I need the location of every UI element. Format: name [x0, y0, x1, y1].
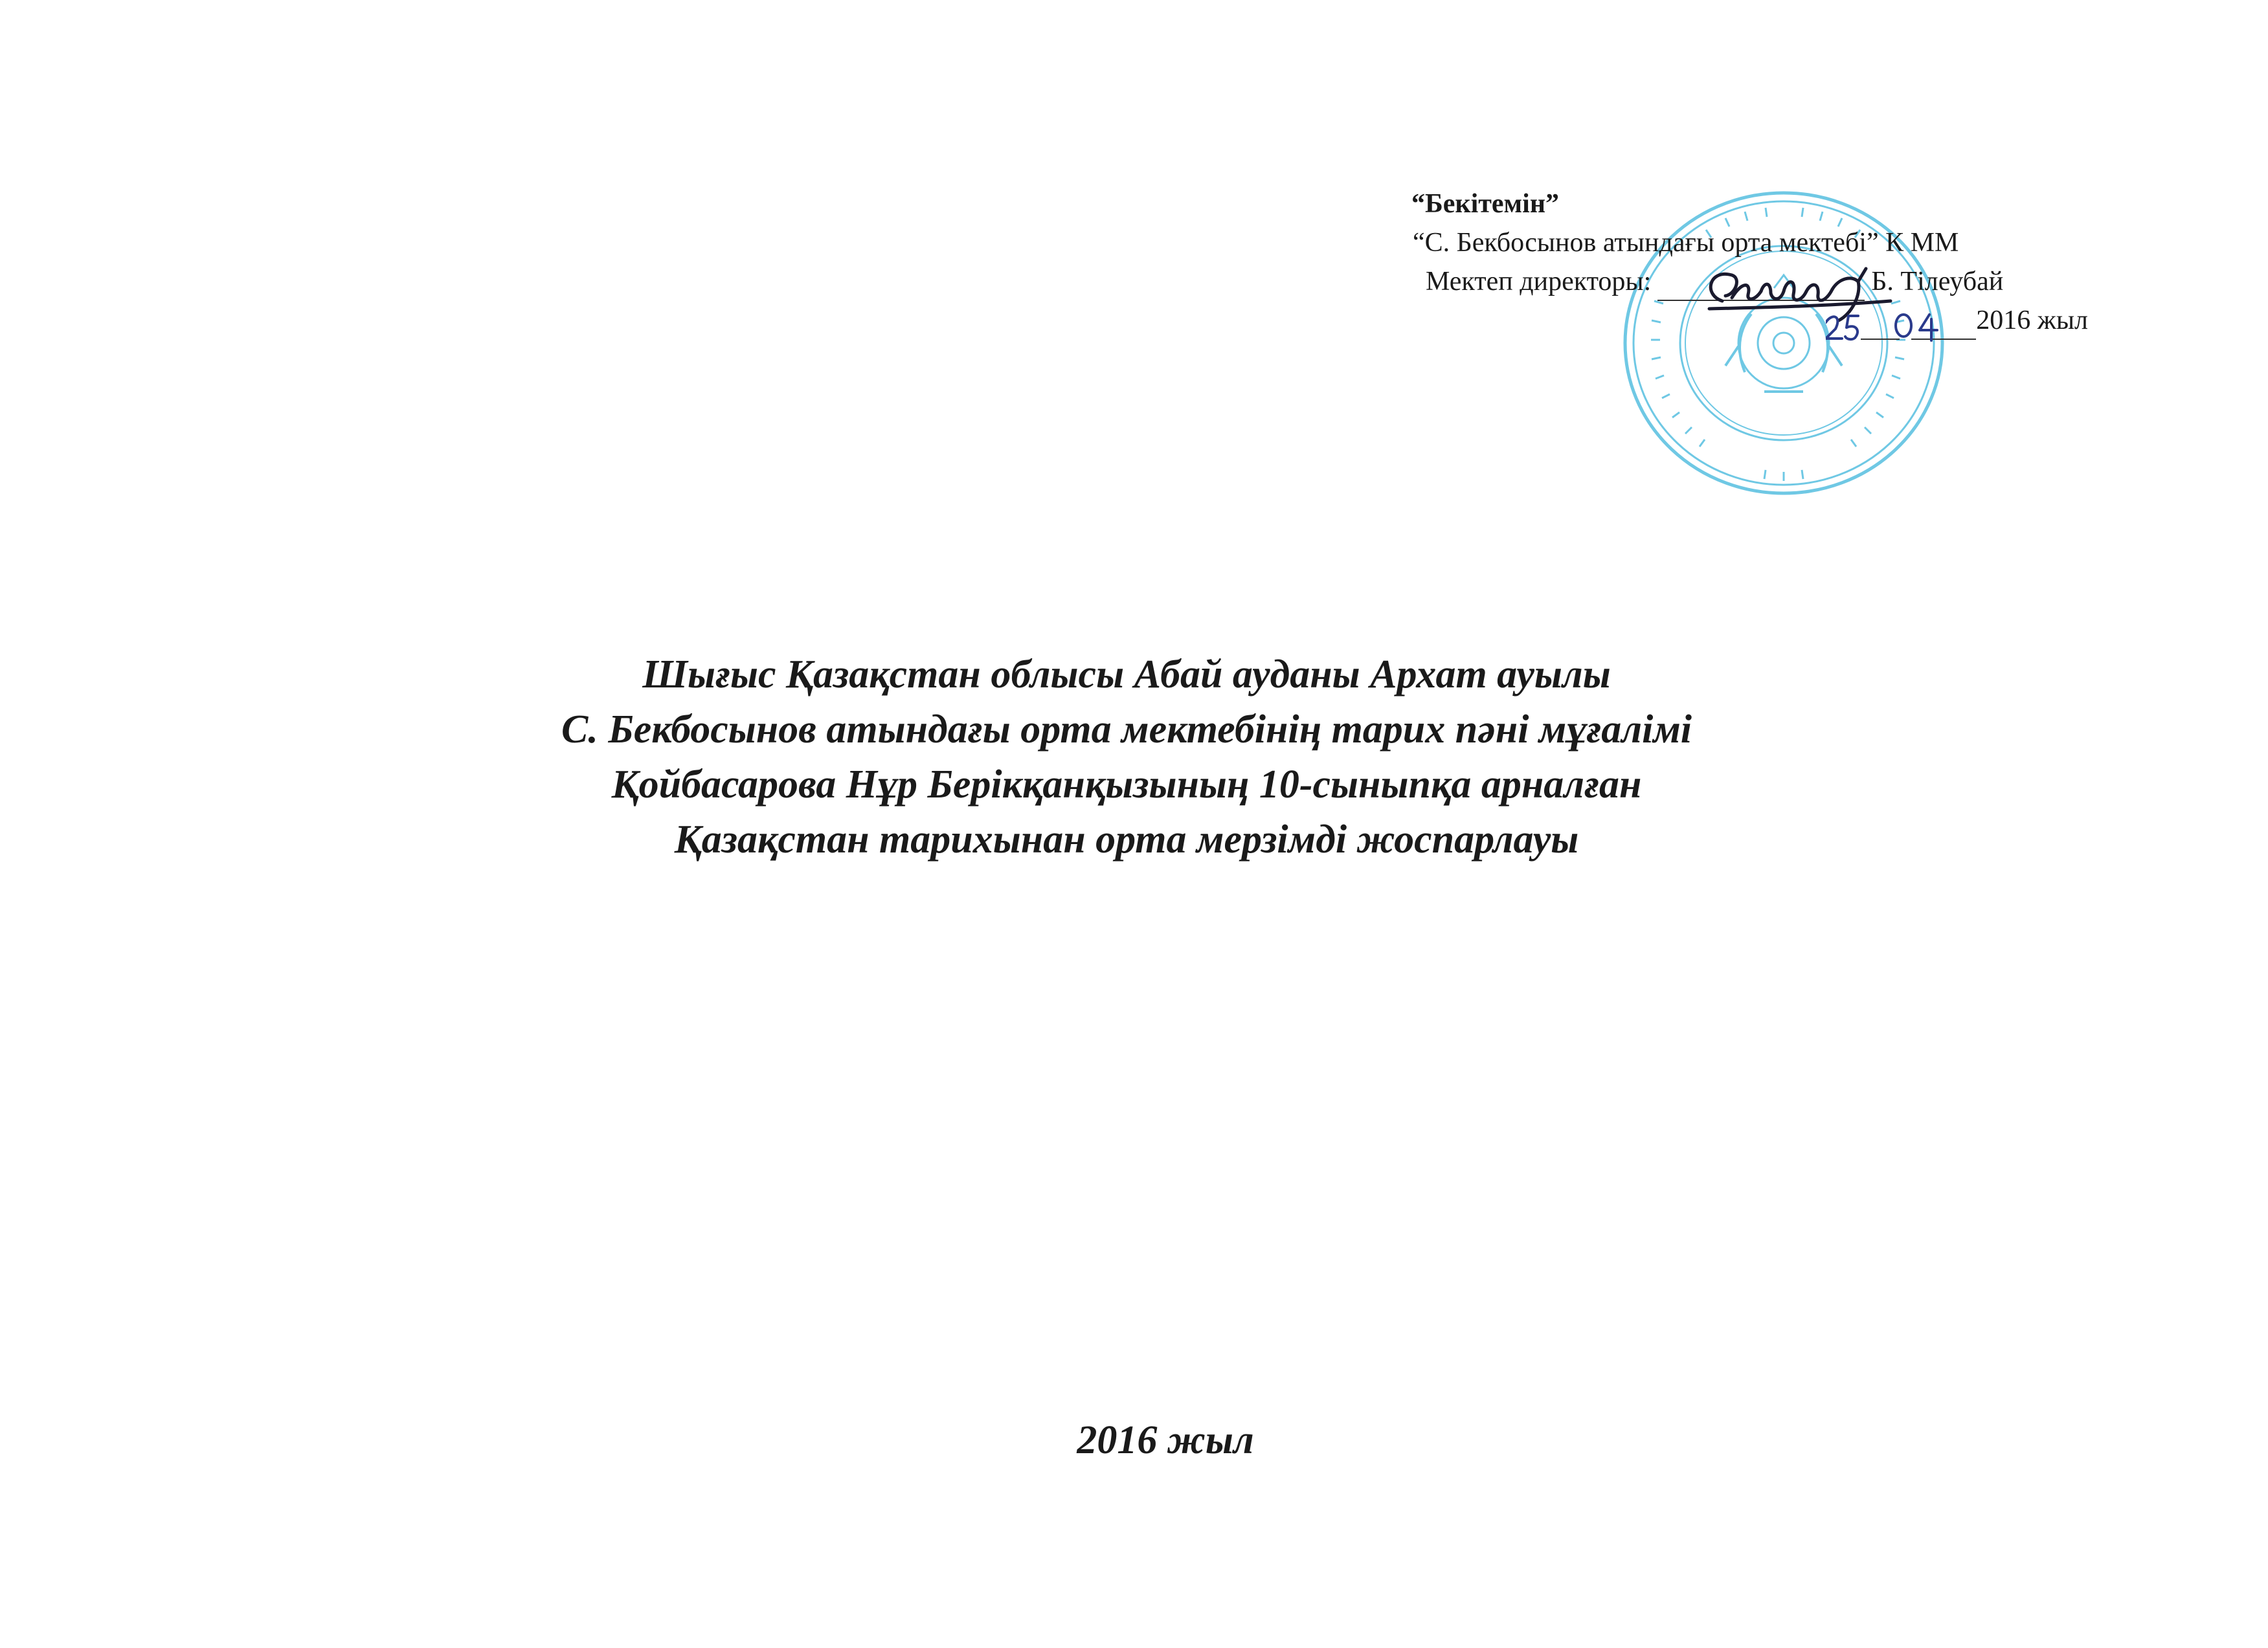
date-month-blank — [1911, 313, 1976, 340]
approval-block — [1411, 184, 2091, 340]
approval-title: “Бекітемін” — [1411, 189, 1560, 219]
title-line-4: Қазақстан тарихынан орта мерзімді жоспарлауы — [674, 818, 1579, 862]
director-name: Б. Тілеубай — [1871, 267, 2004, 296]
approval-director-line — [1426, 262, 2091, 301]
director-label: Мектеп директоры: — [1426, 267, 1652, 296]
date-day-blank — [1861, 313, 1900, 340]
approval-date-line — [1411, 301, 2088, 340]
document-title — [324, 647, 1929, 867]
title-line-2: С. Бекбосынов атындағы орта мектебінің тарих пәні мұғалімі — [561, 707, 1692, 752]
document-year: 2016 жыл — [1077, 1418, 1254, 1462]
title-line-1: Шығыс Қазақстан облысы Абай ауданы Архат ауылы — [642, 652, 1611, 696]
approval-school-line: “С. Бекбосынов атындағы орта мектебі” К ММ — [1413, 228, 1959, 258]
title-line-3: Қойбасарова Нұр Берікқанқызының 10-сыныпқа арналған — [611, 763, 1642, 807]
date-year: 2016 жыл — [1976, 306, 2088, 335]
signature-blank — [1657, 274, 1865, 301]
